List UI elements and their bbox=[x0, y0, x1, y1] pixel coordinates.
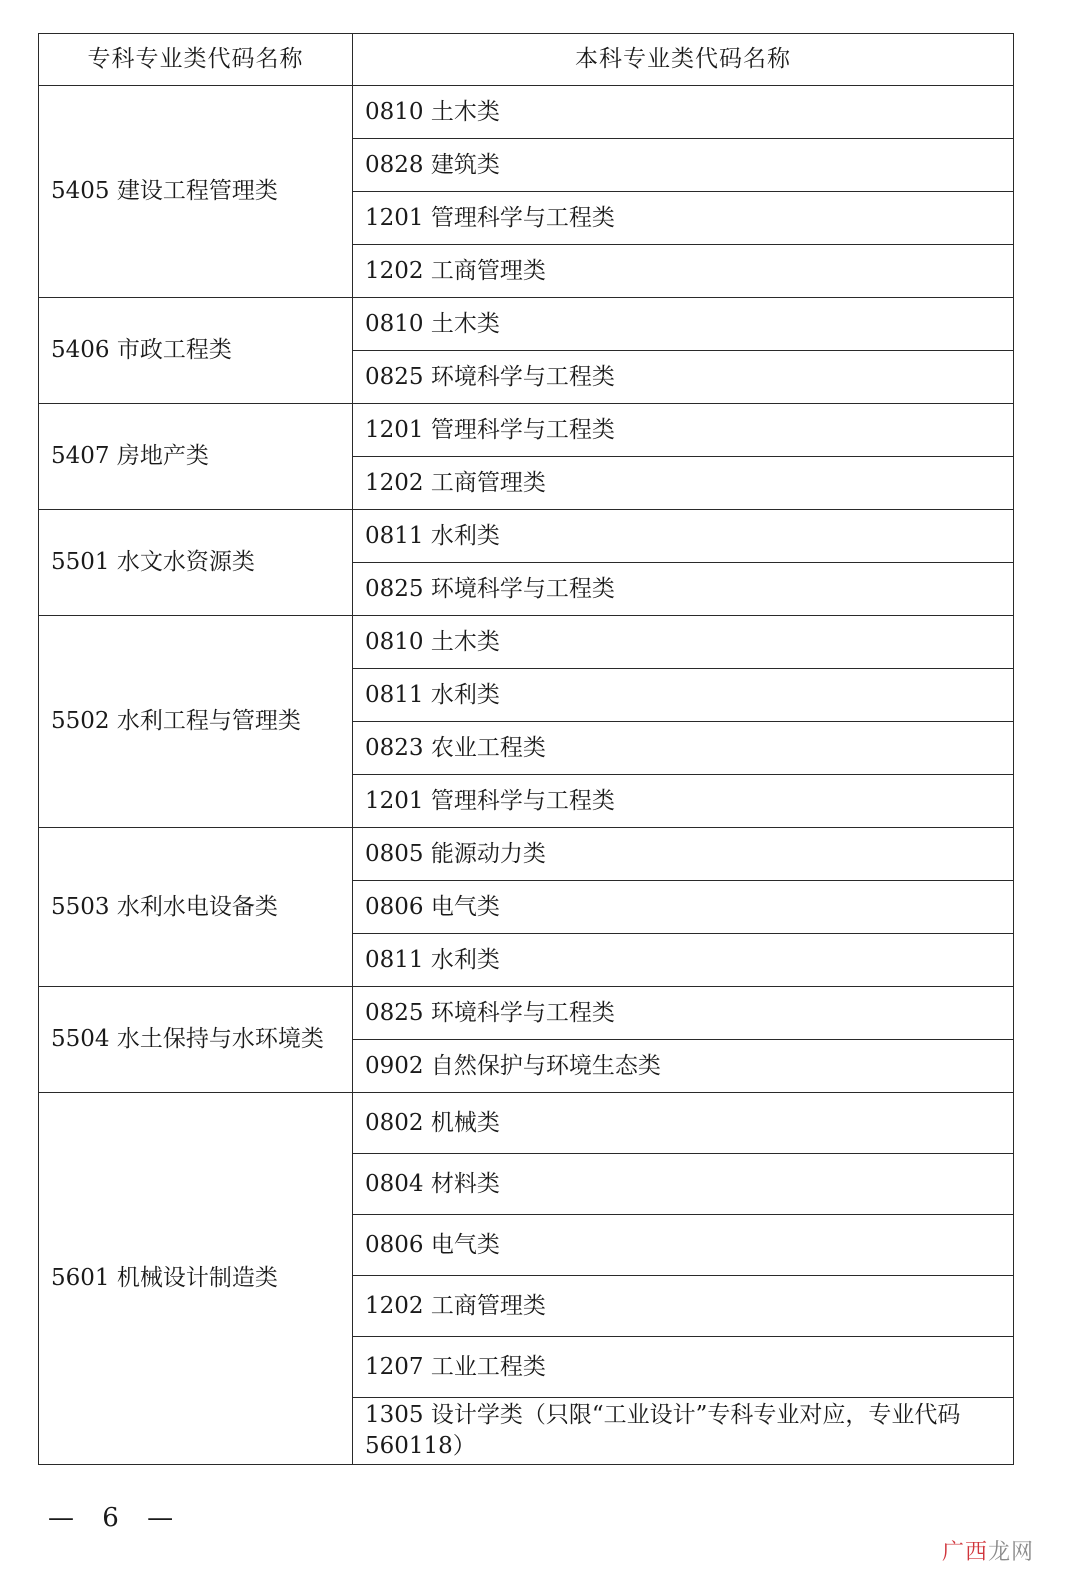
undergraduate-major-cell: 0810 土木类 bbox=[353, 86, 1014, 139]
vocational-major-cell: 5504 水土保持与水环境类 bbox=[39, 987, 353, 1093]
undergraduate-major-cell: 1202 工商管理类 bbox=[353, 245, 1014, 298]
undergraduate-major-cell: 0811 水利类 bbox=[353, 934, 1014, 987]
header-undergraduate-code-name: 本科专业类代码名称 bbox=[353, 34, 1014, 86]
undergraduate-major-cell: 0823 农业工程类 bbox=[353, 722, 1014, 775]
undergraduate-major-cell: 1207 工业工程类 bbox=[353, 1337, 1014, 1398]
undergraduate-major-cell: 0806 电气类 bbox=[353, 1215, 1014, 1276]
major-mapping-table bbox=[38, 33, 1014, 1465]
undergraduate-major-cell: 1201 管理科学与工程类 bbox=[353, 192, 1014, 245]
undergraduate-major-cell: 1305 设计学类（只限“工业设计”专科专业对应，专业代码 560118） bbox=[353, 1398, 1014, 1465]
undergraduate-major-cell: 1202 工商管理类 bbox=[353, 457, 1014, 510]
vocational-major-cell: 5407 房地产类 bbox=[39, 404, 353, 510]
table-row bbox=[39, 298, 1014, 351]
undergraduate-major-cell: 0804 材料类 bbox=[353, 1154, 1014, 1215]
table-row bbox=[39, 1093, 1014, 1154]
vocational-major-cell: 5406 市政工程类 bbox=[39, 298, 353, 404]
undergraduate-major-cell: 0825 环境科学与工程类 bbox=[353, 351, 1014, 404]
undergraduate-major-cell: 0811 水利类 bbox=[353, 669, 1014, 722]
table-row bbox=[39, 616, 1014, 669]
header-vocational-code-name: 专科专业类代码名称 bbox=[39, 34, 353, 86]
table-row bbox=[39, 404, 1014, 457]
watermark-part-1: 广西 bbox=[941, 1540, 988, 1565]
watermark-part-2: 龙网 bbox=[987, 1540, 1034, 1565]
table-row bbox=[39, 987, 1014, 1040]
vocational-major-cell: 5601 机械设计制造类 bbox=[39, 1093, 353, 1465]
undergraduate-major-cell: 0810 土木类 bbox=[353, 298, 1014, 351]
vocational-major-cell: 5501 水文水资源类 bbox=[39, 510, 353, 616]
undergraduate-major-cell: 1201 管理科学与工程类 bbox=[353, 404, 1014, 457]
undergraduate-major-cell: 0810 土木类 bbox=[353, 616, 1014, 669]
undergraduate-major-cell: 1202 工商管理类 bbox=[353, 1276, 1014, 1337]
table-row bbox=[39, 86, 1014, 139]
site-watermark bbox=[942, 1535, 1034, 1566]
vocational-major-cell: 5405 建设工程管理类 bbox=[39, 86, 353, 298]
undergraduate-major-cell: 0802 机械类 bbox=[353, 1093, 1014, 1154]
undergraduate-major-cell: 0811 水利类 bbox=[353, 510, 1014, 563]
undergraduate-major-cell: 0806 电气类 bbox=[353, 881, 1014, 934]
vocational-major-cell: 5503 水利水电设备类 bbox=[39, 828, 353, 987]
undergraduate-major-cell: 0825 环境科学与工程类 bbox=[353, 987, 1014, 1040]
undergraduate-major-cell: 1201 管理科学与工程类 bbox=[353, 775, 1014, 828]
table-header-row bbox=[39, 34, 1014, 86]
undergraduate-major-cell: 0902 自然保护与环境生态类 bbox=[353, 1040, 1014, 1093]
table-row bbox=[39, 510, 1014, 563]
vocational-major-cell: 5502 水利工程与管理类 bbox=[39, 616, 353, 828]
table-row bbox=[39, 828, 1014, 881]
undergraduate-major-cell: 0825 环境科学与工程类 bbox=[353, 563, 1014, 616]
undergraduate-major-cell: 0805 能源动力类 bbox=[353, 828, 1014, 881]
undergraduate-major-cell: 0828 建筑类 bbox=[353, 139, 1014, 192]
page-number: — 6 — bbox=[48, 1503, 184, 1533]
